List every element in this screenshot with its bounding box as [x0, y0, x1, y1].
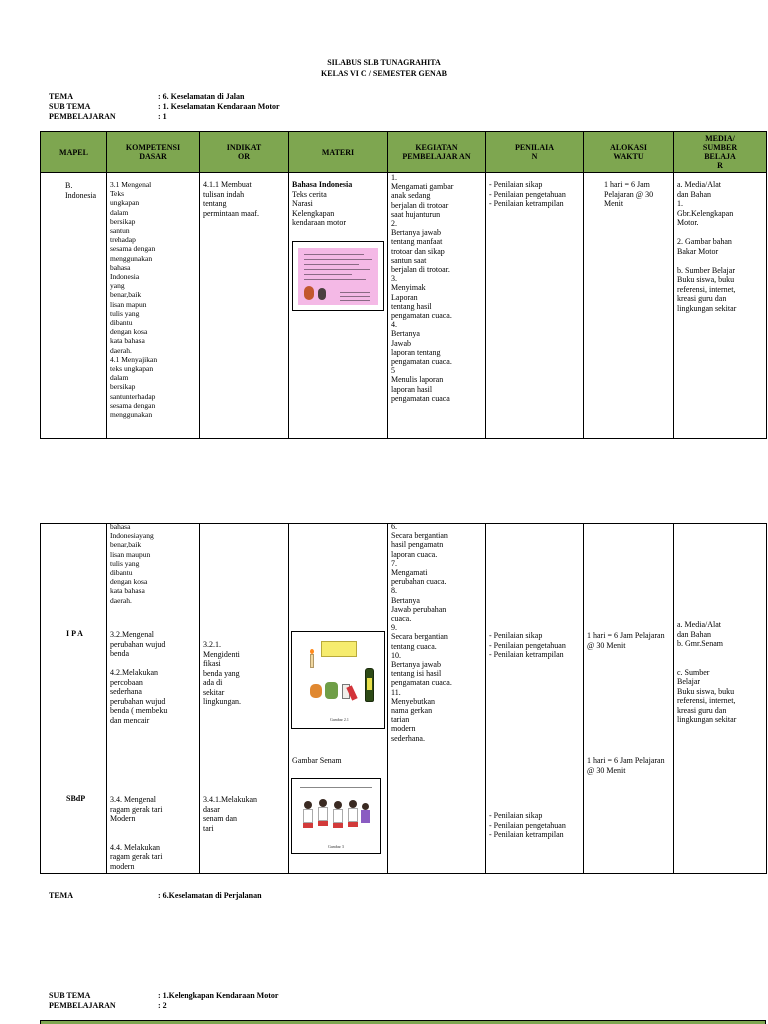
tema-label: TEMA [49, 891, 73, 900]
col-header-kegiatan: KEGIATAN PEMBELAJAR AN [388, 132, 486, 173]
pink-worksheet-illustration [298, 248, 378, 305]
pembelajaran-value: : 1 [158, 112, 167, 121]
table-header-row [41, 132, 767, 173]
col-header-indikator: INDIKAT OR [200, 132, 289, 173]
kd-sbdp: 3.4. Mengenal ragam gerak tari Modern 4.4. Melakukan ragam gerak tari modern [110, 795, 163, 871]
pembelajaran-label: PEMBELAJARAN [49, 112, 116, 121]
kompetensi-cell: 3.1 Mengenal Teks ungkapan dalam bersikap santun trehadap sesama dengan menggunakan bahasa Indonesia yang benar,baik lisan mapun tulis yang dibantu dengan kosa kata bahasa daerah. 4.1 Menyajikan teks ungkapan dalam bersikap santunterhadap sesama dengan menggunakan [107, 173, 200, 439]
col-header-kompetensi: KOMPETENSI DASAR [107, 132, 200, 173]
mapel-sbdp: SBdP [66, 794, 86, 803]
materi-cell [289, 173, 388, 439]
materi-gambar-senam-label: Gambar Senam [292, 756, 342, 765]
syllabus-table-2 [40, 523, 767, 874]
kd-continued: bahasa Indonesiayang benar,baik lisan maupun tulis yang dibantu dengan kosa kata bahasa daerah. [110, 522, 154, 605]
changes-of-state-image [291, 631, 385, 729]
media-cell: a. Media/Alat dan Bahan 1. Gbr.Kelengkapan Motor. 2. Gambar bahan Bakar Motor b. Sumber Belajar Buku siswa, buku referensi, internet, kreasi guru dan lingkungan sekitar [674, 173, 767, 439]
table-row [41, 524, 767, 874]
alokasi-cell [584, 524, 674, 874]
meta-block-1 [49, 92, 349, 122]
alokasi-cell: 1 hari = 6 Jam Pelajaran @ 30 Menit [584, 173, 674, 439]
mapel-ipa: I P A [66, 629, 83, 638]
kegiatan-cell [388, 524, 486, 874]
table-row [41, 173, 767, 439]
col-header-penilaian: PENILAIA N [486, 132, 584, 173]
penilaian-cell: - Penilaian sikap - Penilaian pengetahuan - Penilaian ketrampilan [486, 173, 584, 439]
subtema-label: SUB TEMA [49, 102, 91, 111]
alokasi-ipa: 1 hari = 6 Jam Pelajaran @ 30 Menit [587, 631, 665, 650]
tema-value: : 6.Keselamatan di Perjalanan [158, 891, 262, 900]
figure-caption-senam: Gambar 3 [328, 844, 344, 849]
materi-list: Teks cerita Narasi Kelengkapan kendaraan motor [292, 189, 346, 227]
penilaian-sbdp: - Penilaian sikap - Penilaian pengetahuan - Penilaian ketrampilan [489, 811, 566, 839]
pembelajaran-label: PEMBELAJARAN [49, 1001, 116, 1010]
materi-title: Bahasa Indonesia [292, 180, 353, 189]
figure-caption-ipa: Gambar 2.1 [330, 717, 349, 722]
indikator-sbdp: 3.4.1.Melakukan dasar senam dan tari [203, 795, 257, 833]
kegiatan-cell: 1. Mengamati gambar anak sedang berjalan di trotoar saat hujanturun 2. Bertanya jawab tentang manfaat trotoar dan sikap santun saat berjalan di trotoar. 3. Menyimak Laporan tentang hasil pengamatan cuaca. 4. Bertanya Jawab laporan tentang pengamatan cuaca. 5 Menulis laporan laporan hasil pengamatan cuaca [388, 173, 486, 439]
materi-cell [289, 524, 388, 874]
indikator-cell [200, 524, 289, 874]
penilaian-ipa: - Penilaian sikap - Penilaian pengetahuan - Penilaian ketrampilan [489, 631, 566, 659]
syllabus-table-1 [40, 131, 767, 439]
subtema-value: : 1. Keselamatan Kendaraan Motor [158, 102, 280, 111]
media-list: a. Media/Alat dan Bahan b. Gmr.Senam c. Sumber Belajar Buku siswa, buku referensi, internet, kreasi guru dan lingkungan sekitar [677, 620, 737, 724]
kegiatan-list: 6. Secara bergantian hasil pengamatn laporan cuaca. 7. Mengamati perubahan cuaca. 8. Bertanya Jawab perubahan cuaca. 9. Secara bergantian tentang cuaca. 10. Bertanya jawab tentang isi hasil pengamatan cuaca. 11. Menyebutkan nama gerkan tarian modern sederhana. [391, 522, 452, 743]
document-title: SILABUS SLB TUNAGRAHITA [327, 58, 441, 67]
meta-block-2-tema [49, 891, 349, 903]
kompetensi-cell [107, 524, 200, 874]
col-header-alokasi: ALOKASI WAKTU [584, 132, 674, 173]
subtema-value: : 1.Kelengkapan Kendaraan Motor [158, 991, 279, 1000]
worksheet-image [292, 241, 384, 311]
alokasi-sbdp: 1 hari = 6 Jam Pelajaran @ 30 Menit [587, 756, 665, 775]
next-table-header-edge [40, 1020, 766, 1024]
candle-illustration [310, 654, 314, 668]
mapel-cell: B. Indonesia [41, 173, 107, 439]
pembelajaran-value: : 2 [158, 1001, 167, 1010]
subtema-label: SUB TEMA [49, 991, 91, 1000]
tema-label: TEMA [49, 92, 73, 101]
meta-block-2-subtema [49, 991, 349, 1013]
col-header-media: MEDIA/ SUMBER BELAJA R [674, 132, 767, 173]
indikator-ipa: 3.2.1. Mengidenti fikasi benda yang ada di sekitar lingkungan. [203, 640, 241, 706]
butter-block-illustration [321, 641, 357, 657]
mapel-cell [41, 524, 107, 874]
penilaian-cell [486, 524, 584, 874]
tema-value: : 6. Keselamatan di Jalan [158, 92, 245, 101]
col-header-mapel: MAPEL [41, 132, 107, 173]
media-cell [674, 524, 767, 874]
senam-image [291, 778, 381, 854]
col-header-materi: MATERI [289, 132, 388, 173]
document-subtitle: KELAS VI C / SEMESTER GENAB [321, 69, 447, 78]
gas-tank-illustration [325, 682, 338, 699]
indikator-cell: 4.1.1 Membuat tulisan indah tentang permintaan maaf. [200, 173, 289, 439]
kd-ipa: 3.2.Mengenal perubahan wujud benda 4.2.Melakukan percobaan sederhana perubahan wujud benda ( membeku dan mencair [110, 630, 168, 725]
